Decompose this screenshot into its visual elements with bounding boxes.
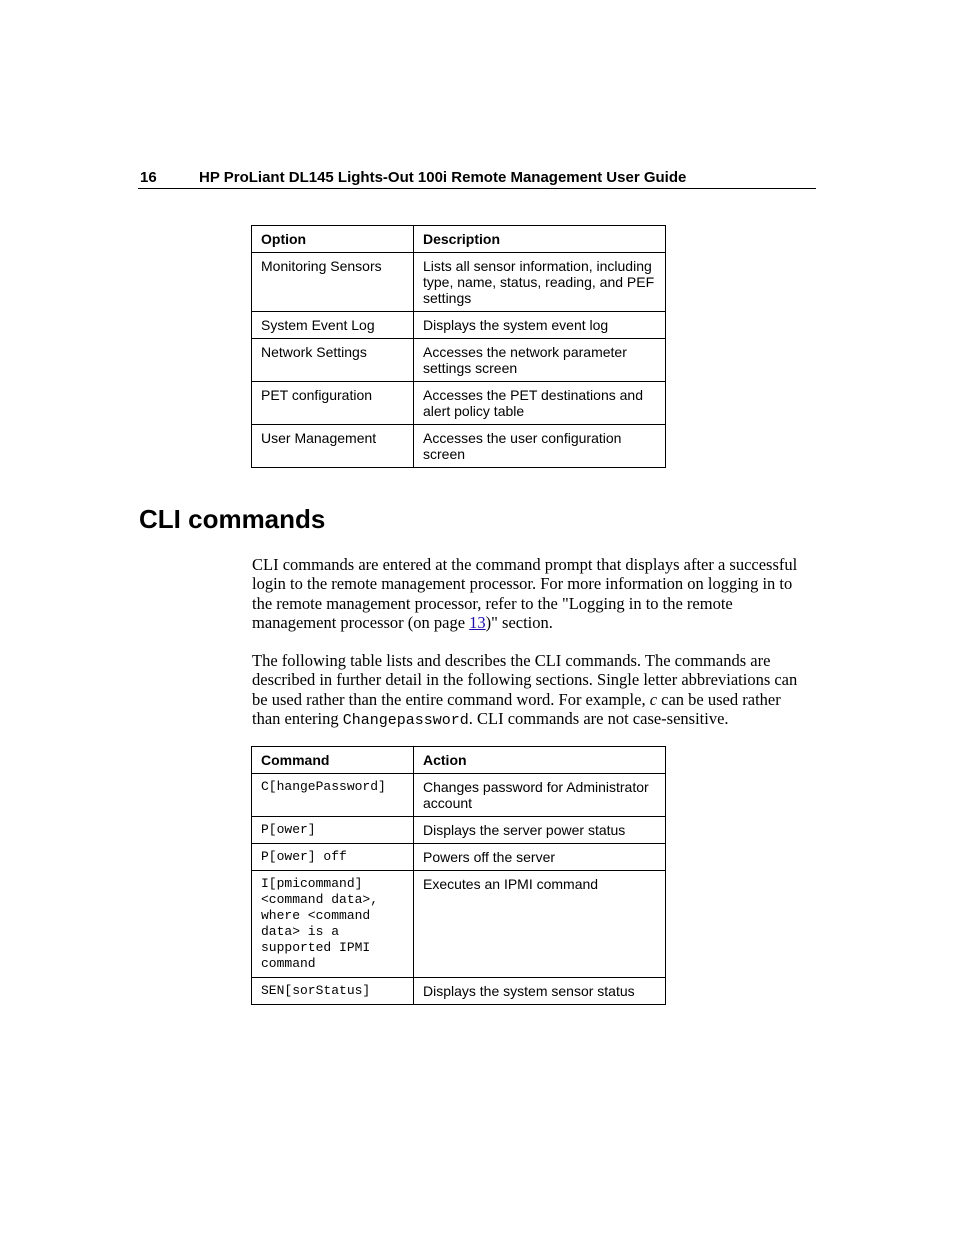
description-cell: Lists all sensor information, including type, name, status, reading, and PEF settings — [414, 253, 666, 312]
command-cell: SEN[sorStatus] — [252, 978, 414, 1005]
option-cell: System Event Log — [252, 312, 414, 339]
table-header-row — [252, 747, 666, 774]
table-row — [252, 978, 666, 1005]
table-row — [252, 871, 666, 978]
action-cell: Powers off the server — [414, 844, 666, 871]
document-title: HP ProLiant DL145 Lights-Out 100i Remote Management User Guide — [199, 169, 687, 186]
command-cell: P[ower] — [252, 817, 414, 844]
table-row — [252, 774, 666, 817]
command-cell: P[ower] off — [252, 844, 414, 871]
table-row — [252, 312, 666, 339]
description-cell: Accesses the network parameter settings screen — [414, 339, 666, 382]
table-row — [252, 253, 666, 312]
table-row — [252, 844, 666, 871]
command-cell: C[hangePassword] — [252, 774, 414, 817]
column-header-action: Action — [414, 747, 666, 774]
column-header-description: Description — [414, 226, 666, 253]
command-example: Changepassword — [342, 711, 469, 729]
option-cell: User Management — [252, 425, 414, 468]
action-cell: Executes an IPMI command — [414, 871, 666, 978]
abbreviation-example: c — [649, 689, 658, 709]
description-cell: Accesses the user configuration screen — [414, 425, 666, 468]
intro-paragraph — [252, 555, 812, 632]
option-cell: Monitoring Sensors — [252, 253, 414, 312]
page-number: 16 — [140, 169, 157, 186]
section-title: CLI commands — [139, 504, 326, 534]
option-cell: PET configuration — [252, 382, 414, 425]
table-row — [252, 339, 666, 382]
table-intro-paragraph — [252, 651, 812, 730]
commands-table — [251, 746, 666, 1005]
command-cell: I[pmicommand] <command data>, where <command data> is a supported IPMI command — [252, 871, 414, 978]
description-cell: Displays the system event log — [414, 312, 666, 339]
paragraph-text: The following table lists and describes the CLI commands. The commands are described in further detail in the following sections. Single letter abbreviations can be used rather than the entire command word. For example, — [252, 651, 798, 709]
action-cell: Displays the system sensor status — [414, 978, 666, 1005]
table-row — [252, 382, 666, 425]
page-link[interactable]: 13 — [469, 612, 486, 632]
paragraph-text: CLI commands are entered at the command prompt that displays after a successful login to the remote management processor. For more information on logging in to the remote management processor, refer to the "Logging in to the remote management processor (on page — [252, 555, 798, 632]
column-header-option: Option — [252, 226, 414, 253]
paragraph-text: )" section. — [485, 612, 553, 632]
description-cell: Accesses the PET destinations and alert policy table — [414, 382, 666, 425]
action-cell: Changes password for Administrator account — [414, 774, 666, 817]
table-row — [252, 425, 666, 468]
paragraph-text: can be used rather than entering — [252, 689, 781, 728]
options-table — [251, 225, 666, 468]
column-header-command: Command — [252, 747, 414, 774]
action-cell: Displays the server power status — [414, 817, 666, 844]
table-row — [252, 817, 666, 844]
page-header — [138, 168, 816, 189]
option-cell: Network Settings — [252, 339, 414, 382]
paragraph-text: . CLI commands are not case-sensitive. — [468, 708, 729, 728]
table-header-row — [252, 226, 666, 253]
